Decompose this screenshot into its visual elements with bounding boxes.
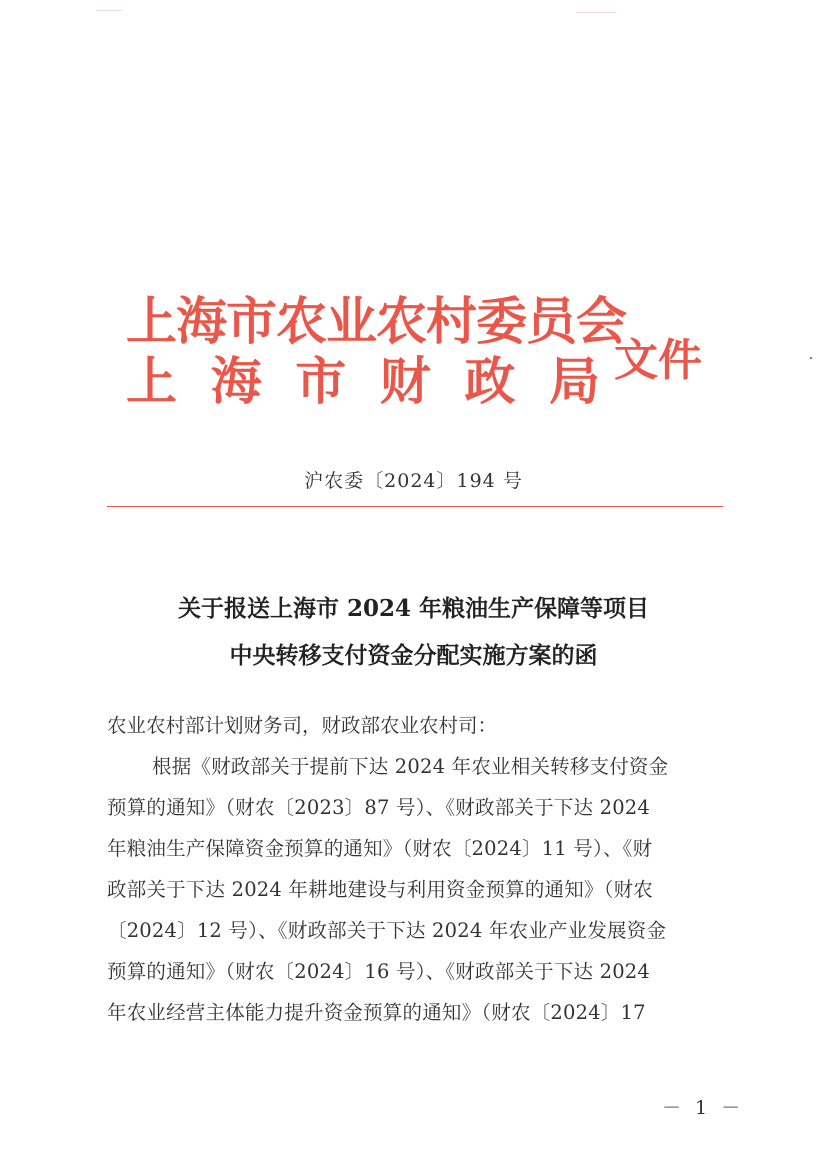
document-header (126, 280, 726, 410)
issuer-char: 上 (126, 352, 178, 412)
scan-mark (96, 10, 122, 11)
scan-dot (810, 357, 812, 359)
issuer-char: 政 (464, 352, 516, 412)
issuer-char: 财 (379, 352, 431, 412)
body-line: 预算的通知》（财农〔2024〕16 号）、《财政部关于下达 2024 (107, 960, 651, 983)
document-number: 沪农委〔2024〕194 号 (304, 470, 523, 492)
body-line: 年农业经营主体能力提升资金预算的通知》（财农〔2024〕17 (107, 1001, 646, 1024)
header-divider (107, 506, 723, 507)
issuer-char: 局 (548, 352, 600, 412)
body-line: 政部关于下达 2024 年耕地建设与利用资金预算的通知》（财农 (107, 878, 653, 901)
issuer-name-agriculture-committee: 上海市农业农村委员会 (126, 292, 627, 352)
document-title-line-1: 关于报送上海市 2024 年粮油生产保障等项目 (177, 595, 650, 622)
body-line: 根据《财政部关于提前下达 2024 年农业相关转移支付资金 (152, 755, 669, 778)
page-number: － 1 － (662, 1097, 745, 1119)
document-type-label: 文件 (614, 335, 702, 386)
body-line: 〔2024〕12 号）、《财政部关于下达 2024 年农业产业发展资金 (107, 919, 667, 942)
body-line: 年粮油生产保障资金预算的通知》（财农〔2024〕11 号）、《财 (107, 837, 653, 860)
document-title-line-2: 中央转移支付资金分配实施方案的函 (229, 642, 598, 669)
body-line: 预算的通知》（财农〔2023〕87 号）、《财政部关于下达 2024 (107, 796, 651, 819)
issuer-name-finance-bureau (126, 340, 600, 414)
scan-mark (576, 12, 616, 13)
issuer-char: 市 (295, 352, 347, 412)
recipients: 农业农村部计划财务司，财政部农业农村司： (107, 714, 498, 737)
issuer-char: 海 (210, 352, 262, 412)
